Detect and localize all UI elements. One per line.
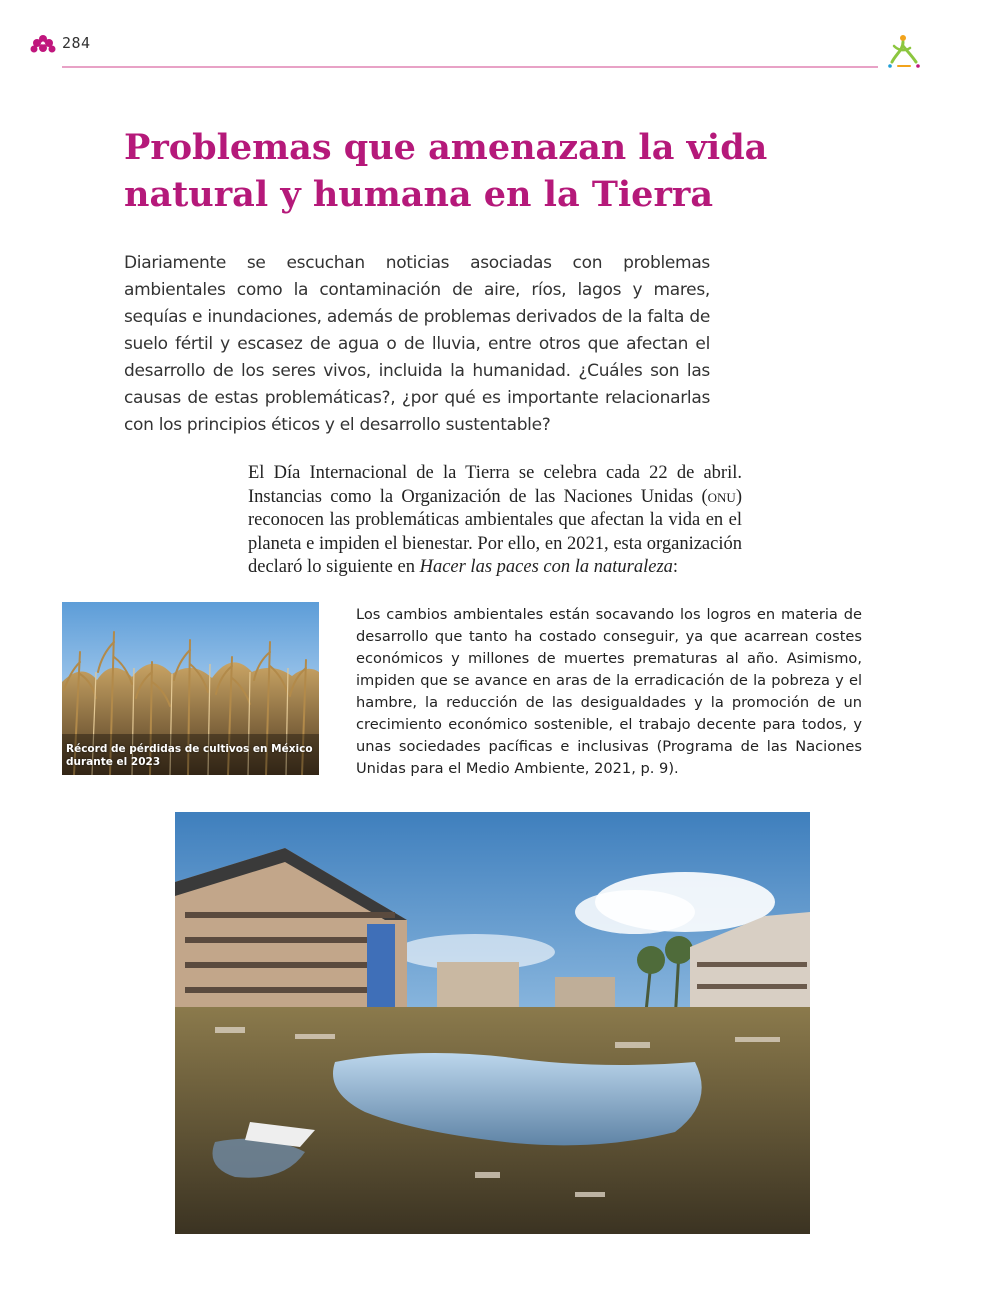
quote-intro-text-1: El Día Internacional de la Tierra se celebra cada 22 de abril. Instancias como la Organización de las Naciones Unidas ( xyxy=(248,463,742,507)
onu-acronym: onu xyxy=(707,486,736,507)
flooded-town-photo xyxy=(175,812,810,1234)
intro-paragraph: Diariamente se escuchan noticias asociadas con problemas ambientales como la contaminación de aire, ríos, lagos y mares, sequías e inundaciones, además de problemas derivados de la falta de suelo fértil y escasez de agua o de lluvia, entre otros que afectan el desarrollo de los seres vivos, incluida la humanidad. ¿Cuáles son las causas de estas problemáticas?, ¿por qué es importante relacionarlas con los principios éticos y el desarrollo sustentable? xyxy=(124,253,710,435)
page-title: Problemas que amenazan la vida natural y humana en la Tierra xyxy=(124,127,768,215)
page-number: 284 xyxy=(62,34,91,52)
quote-introduction xyxy=(248,462,742,580)
block-quote: Los cambios ambientales están socavando los logros en materia de desarrollo que tanto ha costado conseguir, ya que acarrean costes económicos y millones de muertes prematuras al año. Asimismo, impiden que se avance en aras de la erradicación de la pobreza y el hambre, la reducción de las desigualdades y la promoción de un crecimiento económico sostenible, el trabajo decente para todos, y unas sociedades pacíficas e inclusivas (Programa de las Naciones Unidas para el Medio Ambiente, 2021, p. 9). xyxy=(356,606,862,777)
quote-intro-text-2: ) reconocen las problemáticas ambientales que afectan la vida en el planeta e impiden el bienestar. Por ello, en 2021, esta organización declaró lo siguiente en xyxy=(248,486,742,577)
header-divider xyxy=(62,66,878,68)
sprout-emblem-icon xyxy=(884,32,924,72)
book-title: Hacer las paces con la naturaleza xyxy=(419,557,673,577)
flower-logo-icon xyxy=(30,33,56,55)
photo-caption: Récord de pérdidas de cultivos en México durante el 2023 xyxy=(66,743,313,768)
quote-intro-text-3: : xyxy=(672,557,679,577)
